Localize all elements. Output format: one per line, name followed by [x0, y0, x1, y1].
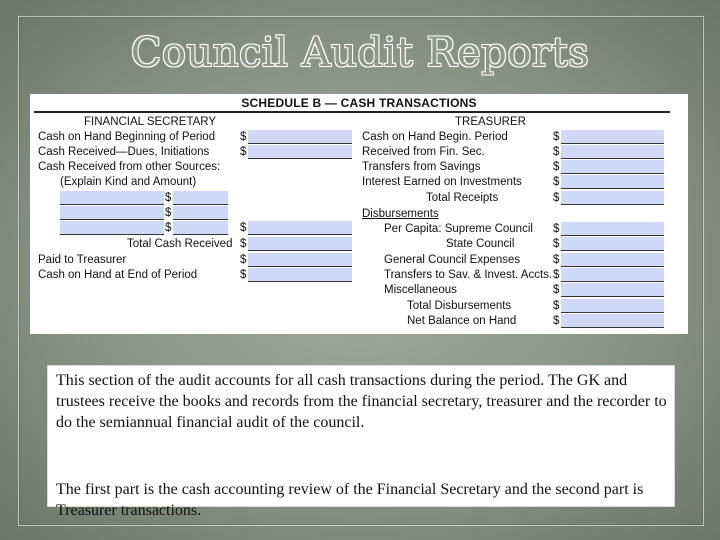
- tr-net-balance-field[interactable]: [561, 314, 664, 328]
- tr-disbursements-label: Disbursements: [362, 208, 439, 220]
- fs-explain-amount-1-field[interactable]: [173, 191, 228, 205]
- fs-dollar-sign: $: [240, 146, 247, 158]
- description-paragraph-2: The first part is the cash accounting review of the Financial Secretary and the second part is Treasurer transactions.: [56, 481, 644, 519]
- tr-total-receipts-label: Total Receipts: [426, 192, 499, 204]
- tr-transfers-from-savings-field[interactable]: [561, 160, 664, 174]
- fs-cash-received-dues-field[interactable]: [248, 145, 352, 159]
- slide-title: Council Audit Reports: [130, 30, 590, 76]
- tr-dollar-sign: $: [553, 254, 560, 266]
- tr-total-receipts-field[interactable]: [561, 191, 664, 205]
- fs-cash-received-dues-label: Cash Received—Dues, Initiations: [38, 146, 210, 158]
- fs-explain-kind-label: (Explain Kind and Amount): [60, 176, 197, 188]
- fs-paid-to-treasurer-field[interactable]: [248, 253, 352, 267]
- fs-explain-amount-2-field[interactable]: [173, 206, 228, 220]
- fs-dollar-sign: $: [165, 222, 172, 234]
- fs-dollar-sign: $: [165, 192, 172, 204]
- tr-interest-earned-field[interactable]: [561, 175, 664, 189]
- tr-dollar-sign: $: [553, 176, 560, 188]
- tr-cash-on-hand-begin-field[interactable]: [561, 130, 664, 144]
- tr-state-council-field[interactable]: [561, 237, 664, 251]
- tr-state-council-label: State Council: [446, 238, 515, 250]
- tr-general-council-expenses-label: General Council Expenses: [384, 254, 521, 266]
- fs-cash-on-hand-end-label: Cash on Hand at End of Period: [38, 269, 198, 281]
- tr-general-council-expenses-field[interactable]: [561, 253, 664, 267]
- tr-per-capita-supreme-label: Per Capita: Supreme Council: [384, 223, 533, 235]
- tr-total-disbursements-field[interactable]: [561, 299, 664, 313]
- fs-cash-on-hand-beginning-field[interactable]: [248, 130, 352, 144]
- financial-secretary-header: FINANCIAL SECRETARY: [84, 116, 217, 128]
- tr-miscellaneous-field[interactable]: [561, 283, 664, 297]
- tr-dollar-sign: $: [553, 238, 560, 250]
- tr-cash-on-hand-begin-label: Cash on Hand Begin. Period: [362, 131, 508, 143]
- tr-transfers-to-savings-field[interactable]: [561, 268, 664, 282]
- tr-transfers-from-savings-label: Transfers from Savings: [362, 161, 481, 173]
- fs-dollar-sign: $: [165, 207, 172, 219]
- fs-explain-kind-2-field[interactable]: [60, 206, 164, 220]
- tr-dollar-sign: $: [553, 269, 560, 281]
- fs-total-cash-received-field[interactable]: [248, 237, 352, 251]
- tr-dollar-sign: $: [553, 192, 560, 204]
- tr-received-from-fin-sec-field[interactable]: [561, 145, 664, 159]
- fs-cash-other-sources-label: Cash Received from other Sources:: [38, 161, 221, 173]
- tr-total-disbursements-label: Total Disbursements: [407, 300, 512, 312]
- fs-total-cash-received-label: Total Cash Received: [127, 238, 233, 250]
- tr-dollar-sign: $: [553, 284, 560, 296]
- fs-dollar-sign: $: [240, 131, 247, 143]
- tr-transfers-to-savings-label: Transfers to Sav. & Invest. Accts.: [384, 269, 553, 281]
- fs-explain-kind-1-field[interactable]: [60, 191, 164, 205]
- description-paragraph-1: This section of the audit accounts for all cash transactions during the period. The GK and trustees receive the books and records from the financial secretary, treasurer and the recorder to do the semiannual financial audit of the council.: [56, 372, 667, 431]
- tr-miscellaneous-label: Miscellaneous: [384, 284, 457, 296]
- fs-dollar-sign: $: [240, 269, 247, 281]
- fs-dollar-sign: $: [240, 222, 247, 234]
- fs-other-sources-total-field[interactable]: [248, 221, 352, 235]
- fs-explain-amount-3-field[interactable]: [173, 221, 228, 235]
- tr-dollar-sign: $: [553, 161, 560, 173]
- heading-rule: [34, 111, 670, 113]
- tr-net-balance-label: Net Balance on Hand: [407, 315, 517, 327]
- treasurer-header: TREASURER: [455, 116, 526, 128]
- tr-dollar-sign: $: [553, 315, 560, 327]
- fs-paid-to-treasurer-label: Paid to Treasurer: [38, 254, 127, 266]
- tr-dollar-sign: $: [553, 223, 560, 235]
- tr-per-capita-supreme-field[interactable]: [561, 222, 664, 236]
- tr-interest-earned-label: Interest Earned on Investments: [362, 176, 522, 188]
- fs-dollar-sign: $: [240, 254, 247, 266]
- fs-cash-on-hand-end-field[interactable]: [248, 268, 352, 282]
- tr-dollar-sign: $: [553, 146, 560, 158]
- fs-dollar-sign: $: [240, 238, 247, 250]
- cash-transactions-form: [30, 94, 688, 334]
- fs-cash-on-hand-beginning-label: Cash on Hand Beginning of Period: [38, 131, 216, 143]
- tr-received-from-fin-sec-label: Received from Fin. Sec.: [362, 146, 485, 158]
- fs-explain-kind-3-field[interactable]: [60, 221, 164, 235]
- tr-dollar-sign: $: [553, 131, 560, 143]
- tr-dollar-sign: $: [553, 300, 560, 312]
- schedule-heading: SCHEDULE B — CASH TRANSACTIONS: [241, 96, 477, 110]
